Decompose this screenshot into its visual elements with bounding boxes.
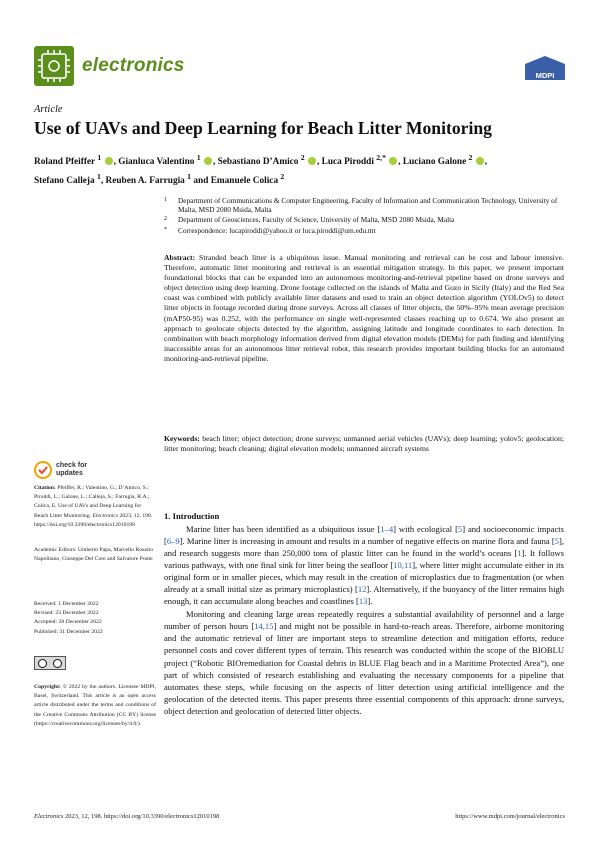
abstract-text: Stranded beach litter is a ubiquitous issue. Manual monitoring and retrieval can be cost and labour intensive. Therefore, automatic litter monitoring and retrieval is an essential mitigation strategy. In this paper, we present important foundational blocks that can be expanded into an autonomous monitoring-and-retrieval pipeline based on drone surveys and object detection using deep learning. Drone footage collected on the islands of Malta and Gozo in Sicily (Italy) and the Red Sea coast was combined with publicly available litter datasets and used to train an object detection algorithm (YOLOv5) to detect litter objects in footage recorded during drone surveys. Across all classes of litter objects, the 50%–95% mean average precision (mAP50-95) was 0.252, with the performance on single well-represented classes reaching up to 0.674. We also present an approach to geolocate objects detected by the algorithm, assigning latitude and longitude coordinates to each detection. In combination with beach morphology information derived from digital elevation models (DEMs) for path finding and identifying inaccessible areas for an autonomous litter retrieval robot, this research provides important building blocks for an automated monitoring-and-retrieval pipeline. <box>164 253 564 363</box>
affiliation-text: Department of Geosciences, Faculty of Science, University of Malta, MSD 2080 Msida, Malta <box>178 215 455 225</box>
author-name[interactable]: Gianluca Valentino <box>118 157 195 168</box>
affiliation-mark: * <box>164 226 167 233</box>
author-name[interactable]: Luca Piroddi <box>321 157 374 168</box>
citation-link[interactable]: 1 <box>517 548 522 559</box>
date-published: Published: 31 December 2022 <box>34 628 103 635</box>
check-updates-line2: updates <box>56 470 83 477</box>
copyright-block <box>34 683 156 729</box>
citation-link[interactable]: 5 <box>457 524 463 534</box>
text-run: ], where litter might accumulate either in its original form or in smaller pieces, which may result in the creation of microplastics due to fragmentation (or when already at a small initial size as primary microplastics) [ <box>164 560 564 595</box>
author-affiliation-mark: 2 <box>280 171 285 181</box>
citation-text: Pfeiffer, R.; Valentino, G.; D’Amico, S.; Piroddi, L.; Galone, L.; Calleja, S.; Farrugia, R.A.; Colica, E. Use of UAVs and Deep Learning for Beach Litter Monitoring. <box>34 485 150 519</box>
citation-link[interactable]: 6–9 <box>166 536 180 547</box>
author-list: Roland Pfeiffer $^1$ , Gianluca Valentino $^1$ , Sebastiano D’Amico $^2$ , Luca Piroddi $^{2,*}$ , Luciano Galone $^2$ , Stefano Calleja $^1$, Reuben A. Farrugia $^1$ and Emanuele Colica $^2$ <box>34 153 488 186</box>
author-name[interactable]: Roland Pfeiffer <box>34 157 96 168</box>
text-run: Marine litter has been identified as a ubiquitous issue [ <box>186 524 381 534</box>
introduction-body <box>164 523 564 717</box>
abstract-label: Abstract: <box>164 253 196 262</box>
text-run: ] and might not be possible in hard-to-reach areas. Therefore, airborne monitoring and the automatic retrieval of litter are important steps to streamline detection and mitigation efforts, reduce personnel costs and cover different types of terrain. This research was conducted within the scope of the BIOBLU project (“Robotic BIOremediation for Coastal debris in BLUE Flag beach and in a Maritime Protected Area”), one part of which consisted of research establishing and evaluating the necessary components for a pipeline that automates these steps, while focusing on the aspects of litter detection using artificial intelligence and the geolocation of the detected items. This paper presents three essential components of this approach: drone surveys, object detection and geolocation of detected litter objects. <box>164 621 564 716</box>
date-revised: Revised: 23 December 2022 <box>34 610 99 617</box>
author-affiliation-mark: 1 <box>187 171 192 181</box>
citation-link[interactable]: 13 <box>358 596 368 607</box>
paragraph <box>164 608 564 716</box>
author-affiliation-mark: 2 <box>468 153 473 162</box>
abstract <box>164 253 564 364</box>
text-run: ], and research suggests more than 250,000 tons of plastic litter can be found in the world’s oceans [ <box>164 536 564 559</box>
citation-link[interactable]: 1–4 <box>380 524 394 534</box>
page-footer <box>34 813 565 820</box>
journal-logo-icon <box>34 46 74 86</box>
footer-doi[interactable]: 2023, 12, 198. https://doi.org/10.3390/electronics12010198 <box>65 813 220 820</box>
cc-circle-icon <box>38 659 47 668</box>
author-name[interactable]: and Emanuele Colica <box>193 175 279 186</box>
author-affiliation-mark: 1 <box>97 153 102 162</box>
check-updates-text <box>56 462 87 478</box>
citation-link[interactable]: 12 <box>357 584 367 595</box>
keywords-label: Keywords: <box>164 434 200 443</box>
journal-name: electronics <box>82 55 185 76</box>
orcid-icon[interactable] <box>476 157 484 165</box>
citation-link[interactable]: 10,11 <box>393 560 413 571</box>
correspondence-text[interactable]: Correspondence: lucapiroddi@yahoo.it or luca.piroddi@um.edu.mt <box>178 225 376 235</box>
keywords <box>164 434 564 454</box>
citation-journal: Electronics <box>92 512 119 519</box>
text-run: ]. <box>367 596 373 607</box>
orcid-icon[interactable] <box>389 157 397 165</box>
citation-link[interactable]: 5 <box>554 536 560 547</box>
author-affiliation-mark: 1 <box>196 153 201 162</box>
publication-dates <box>34 600 156 637</box>
orcid-icon[interactable] <box>204 157 212 165</box>
text-run: ] with ecological [ <box>393 524 458 534</box>
article-title: Use of UAVs and Deep Learning for Beach Litter Monitoring <box>34 118 492 138</box>
author-affiliation-mark: 1 <box>97 171 101 181</box>
article-type: Article <box>34 104 63 115</box>
citation-block <box>34 484 156 530</box>
affiliation-text: Department of Communications & Computer Engineering, Faculty of Information and Communication Technology, University of Malta, MSD 2080 Msida, Malta <box>178 196 558 215</box>
copyright-text: © 2022 by the authors. Licensee MDPI, Basel, Switzerland. This article is an open access article distributed under the terms and conditions of the Creative Commons Attribution (CC BY) license (https://creativecommons.org/licenses/by/4.0/). <box>34 684 156 727</box>
section-heading: 1. Introduction <box>164 511 220 521</box>
check-updates-icon <box>34 461 52 479</box>
citation-link[interactable]: 14,15 <box>254 621 274 632</box>
mdpi-logo-text: MDPI <box>535 71 555 80</box>
author-name[interactable]: Reuben A. Farrugia <box>105 175 185 186</box>
date-received: Received: 1 December 2022 <box>34 601 99 607</box>
author-affiliation-mark: 2 <box>300 153 305 162</box>
footer-journal-url[interactable]: https://www.mdpi.com/journal/electronics <box>455 813 565 820</box>
citation-details[interactable]: 2023, 12, 198. https://doi.org/10.3390/electronics12010198 <box>34 512 153 528</box>
editors-label: Academic Editors: <box>34 547 77 553</box>
keywords-text: beach litter; object detection; drone surveys; unmanned aerial vehicles (UAVs); deep learning; yolov5; geolocation; litter monitoring; beach cleaning; digital elevation models; unmanned aircraft systems <box>164 434 564 454</box>
journal-header <box>34 44 185 88</box>
correspondence-item <box>164 226 564 235</box>
author-affiliation-mark: 2,* <box>376 153 386 162</box>
affiliation-item <box>164 196 564 214</box>
footer-citation <box>34 813 219 820</box>
text-run: ]. It follows various pathways, with one final sink for litter being the seafloor [ <box>164 548 564 571</box>
by-circle-icon <box>53 659 62 668</box>
text-run: ]. Marine litter is increasing in amount and results in a number of negative effects on marine flora and fauna [ <box>179 536 555 547</box>
academic-editors <box>34 546 156 564</box>
date-accepted: Accepted: 28 December 2022 <box>34 619 102 626</box>
text-run: ]. Alternatively, if the buoyancy of the litter remains high enough, it can accumulate along beaches and coastlines [ <box>164 584 564 607</box>
text-run: Monitoring and cleaning large areas repeatedly requires a substantial availability of personnel and a large number of person hours [ <box>164 609 564 632</box>
author-name[interactable]: Luciano Galone <box>402 157 467 168</box>
author-name[interactable]: Stefano Calleja <box>34 175 95 186</box>
paragraph <box>164 523 564 607</box>
cc-by-license-icon[interactable] <box>34 656 66 670</box>
check-updates-line1: check for <box>56 462 88 469</box>
copyright-label: Copyright: <box>34 684 61 690</box>
check-for-updates-button[interactable] <box>34 461 87 479</box>
footer-journal: Electronics <box>34 813 64 820</box>
editors-names: Umberto Papa, Marcello Rosario Napolitano, Giuseppe Del Core and Salvatore Ponte <box>34 547 154 563</box>
orcid-icon[interactable] <box>105 157 113 165</box>
text-run: ] and socioeconomic impacts [ <box>164 524 564 547</box>
author-name[interactable]: Sebastiano D’Amico <box>217 157 299 168</box>
citation-label: Citation: <box>34 485 56 491</box>
affiliation-mark: 1 <box>164 197 167 203</box>
orcid-icon[interactable] <box>308 157 316 165</box>
affiliation-mark: 2 <box>164 216 167 223</box>
affiliations <box>164 196 564 236</box>
affiliation-item <box>164 215 564 224</box>
